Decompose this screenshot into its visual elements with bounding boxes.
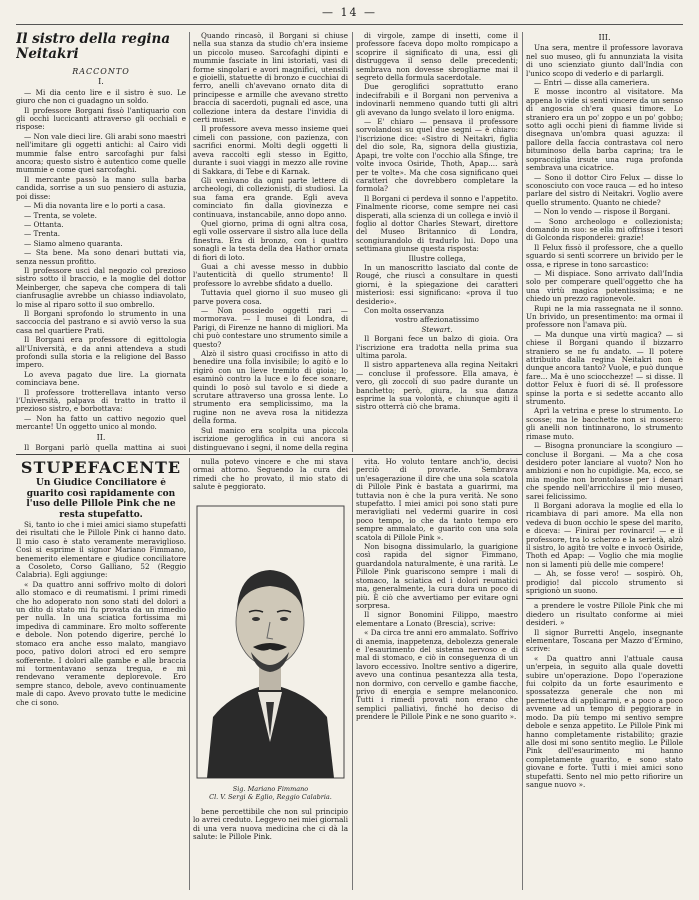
- paragraph: Rupi ne la mia rassegnata ne il sonno. Un brivido, un presentimento: ma ormai il professore non l'amava più.: [526, 303, 683, 330]
- advert-column-3: [356, 458, 518, 890]
- paragraph: Aprì la vetrina e prese lo strumento. Lo scosse; ma le bacchette non si mossero: gli anelli non tintinnarono, lo strumento rimase muto.: [526, 406, 683, 441]
- paragraph: Una sera, mentre il professore lavorava nel suo museo, gli fu annunziata la visita di uno scienziato giunto dall'India con l'unico scopo di vederlo e di parlargli.: [526, 43, 683, 78]
- story-column-2: [193, 32, 348, 452]
- paragraph: Lo aveva pagato due lire. La giornata cominciava bene.: [16, 369, 186, 388]
- ad-paragraph: « Da quattro anni l'attuale causa un'erpeia, in seguito alla quale dovetti subire un'operazione. Dopo l'operazione fui colpito da un forte esaurimento e spossatezza generale che non mi permetteva di applicarmi, e a poco a poco avvenne ad un tempo di peggiorare in modo. Da più tempo mi sentivo sempre debole e senza appetito. Le Pillole Pink mi hanno completamente ristabilito; grazie alle dosi mi sono sentito meglio. Le Pillole Pink dell'esaurimento mi hanno completamente guarito, e sono stato giovane e forte. Tutti i miei amici sono stupefatti. Sento nel mio petto rifiorire un sangue nuovo ».: [526, 653, 683, 789]
- paragraph: E mosse incontro al visitatore. Ma appena lo vide si sentì vincere da un senso di angoscia ch'era quasi timore. Lo straniero era un po' zoppo e un po' gobbo; sotto agli occhi pieni di fiamme livide si disegnava un'ombra quasi aguzza: il pallore della faccia contrastava col nero bituminoso della barba caprina; tra le sopracciglia irsute una ruga profonda sembrava una cicatrice.: [526, 87, 683, 173]
- story-column-3: [356, 32, 518, 452]
- paragraph: — Entri — disse alla cameriera.: [534, 78, 650, 88]
- paragraph: Il professore Borgani fissò l'antiquario con gli occhi luccicanti attraverso gli occhiali e rispose:: [16, 105, 186, 132]
- photo-caption-place: Cl. V. Sergi & Eglio, Reggio Calabria.: [209, 792, 332, 801]
- ad-paragraph: Il signor Burretti Angelo, insegnante elementare, Toscana per Mazzo d'Ermino, scrive:: [526, 627, 683, 654]
- paragraph: Il Borgani fece un balzo di gioia. Ora l'iscrizione era tradotta nella prima sua ultima parola.: [356, 334, 518, 361]
- paragraph: — Ma dunque una virtù magica? — si chiese il Borgani quando il bizzarro straniero se ne fu andato. — Il potere attribuito dalla regina Neitakri non è dunque ancora tanto? Vuole, e può dunque fare... Ma è uno sciocchezze! — si disse. Il dottor Felux è fuori di sé. Il professore spinse la porta e si sedette accanto allo strumento.: [526, 329, 683, 407]
- paragraph: — Mi dispiace. Sono arrivato dall'India solo per comperare quell'oggetto che ha una virtù magica potentissima; e ne chiedo un prezzo ragionevole.: [526, 268, 683, 304]
- paragraph: — E' chiaro — pensava il professore sorvolandosi su quel due segni — è chiaro: l'iscrizione dice: «Sistro di Neitakri, figlia del dio sole, Ra, signora della giustizia, Apapi, tre volte con l'occhio alla Sfinge, tre volte invoca Osiride, Thoth, Apap.... sarà per te volte». Ma che cosa significano quei caratteri che dovrebbero completare la formola?: [356, 117, 518, 194]
- paragraph: — Mi dia cento lire e il sistro è suo. Le giuro che non ci guadagno un soldo.: [16, 87, 186, 106]
- column-divider: [522, 32, 523, 890]
- paragraph: Quando rincasò, il Borgani si chiuse nella sua stanza da studio ch'era insieme un piccolo museo. Sarcofaghi dipinti e mummie fasciate in lini istoriati, vasi di forme singolari e avori magnifici, utensili e gioielli, statuette di bronzo e cucchiai di ferro, anelli ch'avevano ornato dita di principesse e armille che avevano stretto braccia di sacerdoti, pugnali ed asce, una collezione intera da destare l'invidia di certi musei.: [193, 32, 348, 125]
- letter-body: In un manoscritto lasciato dal conte de Rougé, che riuscì a consultare in questi giorni, è la spiegazione dei caratteri misteriosi: essi significano: «prova il tuo desiderio».: [356, 262, 518, 306]
- paragraph: — Non vale dieci lire. Gli arabi sono maestri nell'imitare gli oggetti antichi: al Cairo vidi mummie false entro sarcofaghi pur falsi ancora; questo sistro è autentico come quelle mummie e come quei sarcofaghi.: [16, 131, 186, 175]
- paragraph: — Mi dia novanta lire e lo porti a casa.: [24, 201, 166, 211]
- advert-title: STUPEFACENTE: [20, 458, 182, 477]
- section-heading-3: III.: [598, 33, 611, 42]
- advert-column-2-bottom: [193, 808, 348, 890]
- dialogue-line: — Trenta, se volete.: [24, 210, 97, 220]
- advert-headline: Un Giudice Conciliatore è guarito così rapidamente con l'uso delle Pillole Pink che ne resta stupefatto.: [26, 478, 176, 520]
- paragraph: Tuttavia quel giorno il suo museo gli parve povera cosa.: [193, 288, 348, 306]
- top-rule: [16, 24, 683, 25]
- paragraph: — Sono archeologo e collezionista; domando in suo: se ella mi offrisse i tesori di Golconda risponderei: grazie!: [526, 216, 683, 243]
- paragraph: — Bisogna pronunciare la scongiuro — concluse il Borgani. — Ma a che cosa desidero poter lanciare al vuoto? Non ho ambizioni e non ho cupidigie. Ma, ecco, se mia moglie non brontolasse per i denari che spendo nell'arricchire il mio museo, sarei felicissimo.: [526, 441, 683, 501]
- ad-paragraph: a prendere le vostre Pillole Pink che mi diedero un risultato conforme ai miei desideri. »: [526, 601, 683, 628]
- section-heading-2: II.: [96, 432, 106, 442]
- ad-paragraph: bene percettibile che non sul principio lo avrei creduto. Leggevo nei miei giornali di una vera nuova medicina che ci dà la salute: le Pillole Pink.: [193, 808, 348, 842]
- paragraph: di virgole, zampe di insetti, come il professore faceva dopo molto rompicapo a scoprire il significato di una, essi gli distruggeva il senso delle precedenti; sembrava non dovesse sbrogliarne mai il segreto della formula sacerdotale.: [356, 32, 518, 83]
- paragraph: — Ah, se fosse vero! — sospirò. Oh, prodigio! dal piccolo strumento si sprigionò un suono.: [526, 569, 683, 595]
- column-divider: [352, 32, 353, 452]
- paragraph: — Non possiedo oggetti rari — mormorava. — I musei di Londra, di Parigi, di Firenze ne hanno di migliori. Ma chi può contestare uno strumento simile a questo?: [193, 306, 348, 349]
- paragraph: Il Borgani parlò quella mattina ai suoi: [24, 443, 186, 452]
- column-divider: [189, 458, 190, 890]
- section-heading-1: I.: [98, 77, 104, 87]
- page-number: — 14 —: [322, 6, 377, 19]
- ad-paragraph: Non bisogna dissimularlo, la guarigione così rapida del signor Fimmano, guardandola naturalmente, è una rarità. Le Pillole Pink guariscono sempre i mali di stomaco, la sciatica ed i dolori reumatici ma, generalmente, la cura dura un poco di più. È ciò che avvertiamo per evitare ogni sorpresa.: [356, 542, 518, 610]
- ad-paragraph: Si, tanto io che i miei amici siamo stupefatti dei risultati che le Pillole Pink ci hanno dato. Il mio caso è stato veramente meraviglioso. Così si esprime il signor Mariano Fimmano, benemerito elementare e giudice conciliatore a Cosoleto, Corso Galliano, 52 (Reggio Calabria). Egli aggiunge:: [16, 520, 186, 580]
- paragraph: Il mercante passò la mano sulla barba candida, sorrise a un suo pensiero di astuzia, poi disse:: [16, 174, 186, 201]
- ad-paragraph: nulla potevo vincere e che mi stava ormai attorno. Seguendo la cura dei rimedi che ho provato, il mio stato di salute è peggiorato.: [193, 458, 348, 492]
- paragraph: — Non lo vendo — rispose il Borgani.: [534, 207, 671, 217]
- portrait-illustration: [193, 502, 348, 782]
- portrait-photo: [193, 502, 348, 800]
- dialogue-line: — Trenta.: [24, 229, 61, 239]
- story-title: Il sistro della regina Neitakri: [16, 32, 171, 62]
- advert-column-1: [16, 478, 186, 890]
- paragraph: Guai a chi avesse messo in dubbio l'autenticità di quello strumento! Il professore lo avrebbe sfidato a duello.: [193, 261, 348, 288]
- paragraph: — Sono il dottor Ciro Felux — disse lo sconosciuto con voce rauca — ed ho inteso parlare del sistro di Neitakri. Voglio avere quello strumento. Quanto ne chiede?: [526, 172, 683, 207]
- advert-column-2-top: [193, 458, 348, 498]
- ad-paragraph: Il signor Bonomini Filippo, maestro elementare a Lonato (Brescia), scrive:: [356, 610, 518, 628]
- paragraph: Il sistro apparteneva alla regina Neitakri — concluse il professore. Ella amava, è vero, gli zoccoli di suo padre durante un banchetto; però, giura, la sua danza esprime la sua volontà, e chiunque agiti il sistro otterrà ciò che brama.: [356, 360, 518, 412]
- letter-signature: Stewart.: [421, 324, 453, 334]
- letter-closing: Con molta osservanza: [364, 306, 445, 315]
- dialogue-line: — Siamo almeno quaranta.: [24, 238, 123, 248]
- story-column-4: [526, 32, 683, 892]
- paragraph: Il Borgani adorava la moglie ed ella lo ricambiava di pari amore. Ma ella non vedeva di buon occhio le spese del marito, e diceva: — Finirai per rovinarci! — e il professore, tra lo scherzo e la serietà, alzò il sistro, lo agitò tre volte e invocò Osiride, Thoth ed Apap: — Voglio che mia moglie non si lamenti più delle mie compere!: [526, 500, 683, 569]
- paragraph: — Non ha fatto un cattivo negozio quel mercante! Un oggetto unico al mondo.: [16, 413, 186, 432]
- column-divider: [352, 458, 353, 890]
- section-rule: [16, 454, 522, 455]
- ad-paragraph: vita. Ho voluto tentare anch'io, decisi perciò di provarle. Sembrava un'esagerazione il dire che una sola scatola di Pillole Pink è bastata a guarirmi, ma tuttavia non è che la pura verità. Ne sono stupefatto. I miei amici poi sono stati pure meravigliati nel vedermi guarire in così poco tempo, io che da tanto tempo ero sempre ammalato, e guarito con una sola scatola di Pillole Pink ».: [356, 458, 518, 542]
- paragraph: Il professore trotterellava intanto verso l'Università, palpava di tratto in tratto il prezioso sistro, e borbottava:: [16, 387, 186, 414]
- paragraph: Il Borgani era professore di egittologia all'Università, e da anni attendeva a studi profondi sulla storia e la religione del Basso impero.: [16, 335, 186, 370]
- paragraph: Il Borgani ci perdeva il sonno e l'appetito. Finalmente ricorse, come sempre nei casi disperati, alla scienza di un collega e inviò il foglio al dottor Charles Stewart, direttore del Museo Britannico di Londra, scongiurandolo di tradurlo lui. Dopo una settimana giunse questa risposta:: [356, 193, 518, 254]
- paragraph: Il Felux fissò il professore, che a quello sguardo si sentì scorrere un brivido per le ossa, e riprese in tono sarcastico:: [526, 242, 683, 269]
- paragraph: Quel giorno, prima di ogni altra cosa, egli volle osservare il sistro alla luce della finestra. Era di bronzo, con i quattro sonagli e la testa della dea Hathor ornata di fiori di loto.: [193, 218, 348, 262]
- paragraph: Sul manico era scolpita una piccola iscrizione geroglifica in cui ancora si distinguevano i segni, il nome della regina: [193, 425, 348, 452]
- ad-paragraph: « Da quattro anni soffrivo molto di dolori allo stomaco e di reumatismi. I primi rimedi che ho adoperato non sono stati del dolori a un dito di stato mi fu provata da un rimedio per nulla. In una sciatica fortissima mi impediva di camminare. Ero molto sofferente e debole. Non potendo digerire, perché lo stomaco era anche esso malato, mangiavo poco, pativo dolori atroci ed ero sempre sofferente. I dolori alle gambe e alle braccia mi tormentavano senza tregua, e mi rendevano veramente deplorevole. Ero sempre stanco, debole, avevo continuamente male di capo. Avevo provato tutte le medicine che ci sono.: [16, 579, 186, 707]
- paragraph: Il Borgani sprofondo lo strumento in una saccoccia del pastrano e si avviò verso la sua casa nel quartiere Prati.: [16, 308, 186, 335]
- paragraph: Alzò il sistro quasi crocifisso in atto di benedire una folla invisibile; lo agitò e lo rigirò con un lieve tremito di gioia; lo esaminò contro la luce e lo fece sonare, quindi lo posò sul tavolo e si diede a scrutare attraverso una grossa lente. Lo strumento era semplicissimo, ma la rugine non ne aveva rosa la nitidezza della forma.: [193, 349, 348, 426]
- photo-caption-name: Sig. Mariano Fimmano: [232, 785, 309, 793]
- paragraph: Gli venivano da ogni parte lettere di archeologi, di collezionisti, di studiosi. La sua fama era grande. Egli aveva cominciato fin dalla giovinezza e continuava, instancabile, anno dopo anno.: [193, 175, 348, 219]
- paragraph: — Sta bene. Ma sono denari buttati via, senza nessun profitto.: [16, 248, 186, 266]
- ad-paragraph: « Da circa tre anni ero ammalato. Soffrivo di anemia, inappetenza, debolezza generale e l'esaurimento del sistema nervoso e di mal di stomaco, e ciò in conseguenza di un lavoro eccessivo. Inoltre sentivo a digerire, avevo una continua pesantezza alla testa, non dormivo, con cervello e gambe fiacche, privo di energia e sempre melanconico. Tutti i rimedi provati non erano che semplici palliativi, finché ho deciso di prendere le Pillole Pink e ne sono guarito ».: [356, 628, 518, 722]
- paragraph: Il professore aveva messo insieme quei cimeli con passione, con pazienza, con sacrifici enormi. Molti degli oggetti li aveva raccolti egli stesso in Egitto, durante i suoi viaggi in mezzo alle rovine di Sakkara, di Tebe e di Karnak.: [193, 124, 348, 176]
- story-column-1: [16, 32, 186, 452]
- paragraph: Il professore usci dal negozio col prezioso sistro sotto il braccio, e la moglie del dottor Meinberger, che sapeva che compera di tali cianfrusaglie avrebbe un chiasso indiavolato, lo mise al riparo sotto il suo ombrello.: [16, 265, 186, 309]
- letter-salutation: Illustre collega,: [408, 253, 466, 263]
- column-divider: [189, 32, 190, 452]
- letter-closing: vostro affezionatissimo: [395, 315, 479, 325]
- dialogue-line: — Ottanta.: [24, 219, 64, 229]
- story-subtitle: RACCONTO: [72, 67, 130, 76]
- section-rule: [526, 598, 683, 599]
- paragraph: Due geroglifici soprattutto erano indecifrabili e il Borgani non perveniva a indovinarli nemmeno quando tutti gli altri gli avevano da lungo svelato il loro enigma.: [356, 82, 518, 117]
